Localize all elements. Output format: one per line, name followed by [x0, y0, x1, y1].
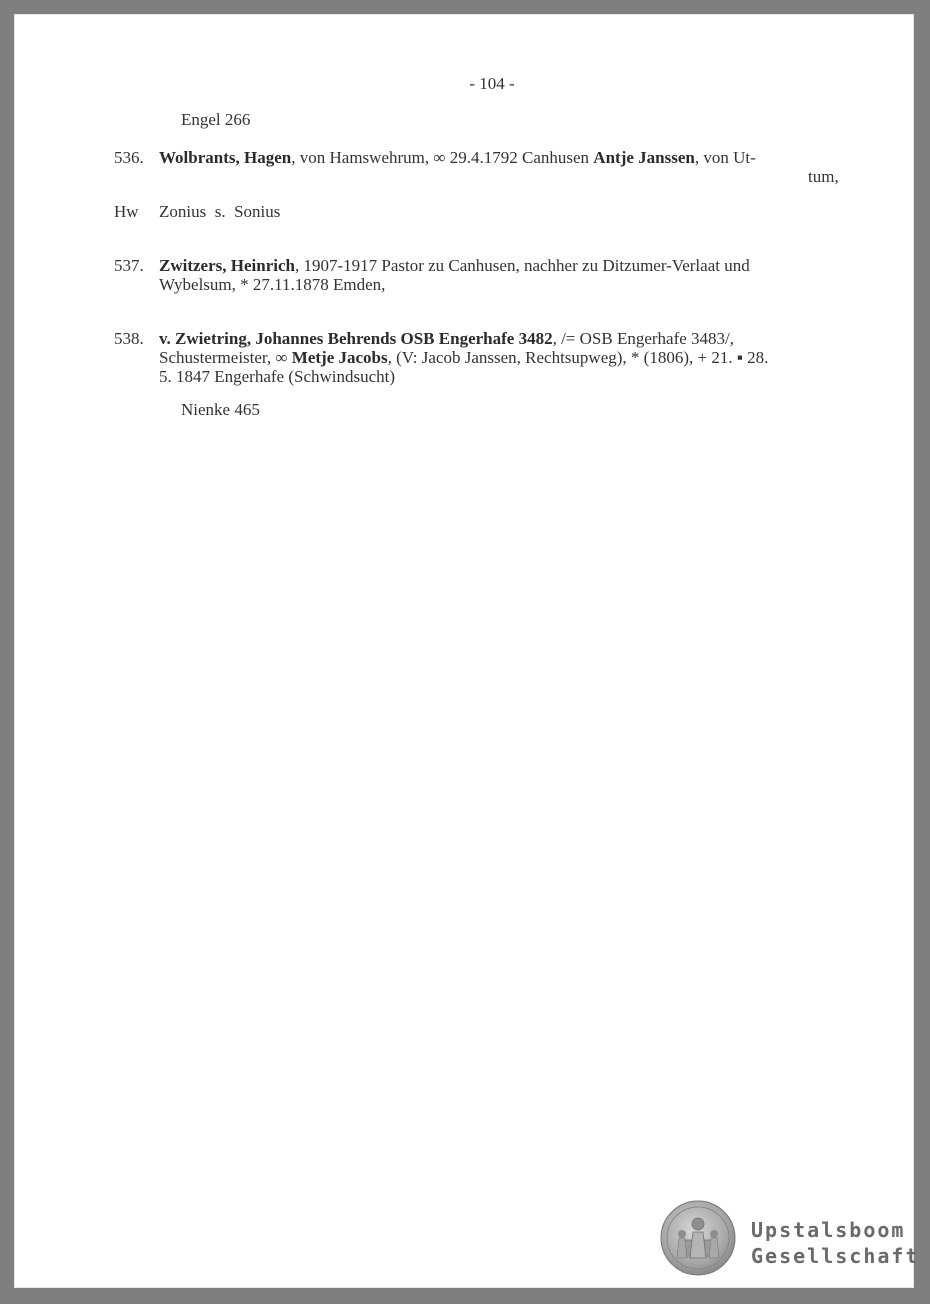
entry-537-name: Zwitzers, Heinrich	[159, 256, 295, 275]
entry-538-spouse: Metje Jacobs	[291, 348, 388, 367]
entry-536-details: , von Hamswehrum, ∞ 29.4.1792 Canhusen	[291, 148, 594, 167]
entry-537-line2: Wybelsum, * 27.11.1878 Emden,	[159, 275, 386, 294]
entry-536-name: Wolbrants, Hagen	[159, 148, 292, 167]
entry-538-line3: 5. 1847 Engerhafe (Schwindsucht)	[159, 367, 396, 386]
entry-538-line2	[159, 348, 768, 368]
entry-538-spouse-details: , (V: Jacob Janssen, Rechtsupweg), * (1806), + 21. ▪ 28.	[387, 348, 769, 367]
entry-538-occupation: Schustermeister, ∞	[159, 348, 292, 367]
entry-538-details: , /= OSB Engerhafe 3483/,	[552, 329, 735, 348]
entry-538-number: 538.	[114, 329, 144, 348]
document-page	[14, 14, 920, 1288]
entry-538-name: v. Zwietring, Johannes Behrends OSB Engerhafe 3482	[159, 329, 553, 348]
entry-537-line1	[159, 256, 750, 276]
entry-538-line1	[159, 329, 734, 349]
entry-536-line	[159, 148, 756, 168]
entry-537-details: , 1907-1917 Pastor zu Canhusen, nachher zu Ditzumer-Verlaat und	[294, 256, 750, 275]
page-number: - 104 -	[469, 74, 515, 93]
entry-536-number: 536.	[114, 148, 144, 167]
entry-537-number: 537.	[114, 256, 144, 275]
cross-ref-text: Zonius s. Sonius	[159, 202, 281, 221]
entry-536-continuation: tum,	[808, 167, 839, 186]
nienke-reference: Nienke 465	[181, 400, 260, 419]
cross-ref-prefix: Hw	[114, 202, 139, 221]
logo-line-2: Gesellschaft	[751, 1244, 920, 1268]
engel-reference: Engel 266	[181, 110, 251, 129]
entry-536-details-end: , von Ut-	[694, 148, 756, 167]
entry-536-spouse: Antje Janssen	[593, 148, 695, 167]
seal-emblem-icon	[660, 1200, 736, 1276]
logo-line-1: Upstalsboom	[751, 1218, 906, 1242]
